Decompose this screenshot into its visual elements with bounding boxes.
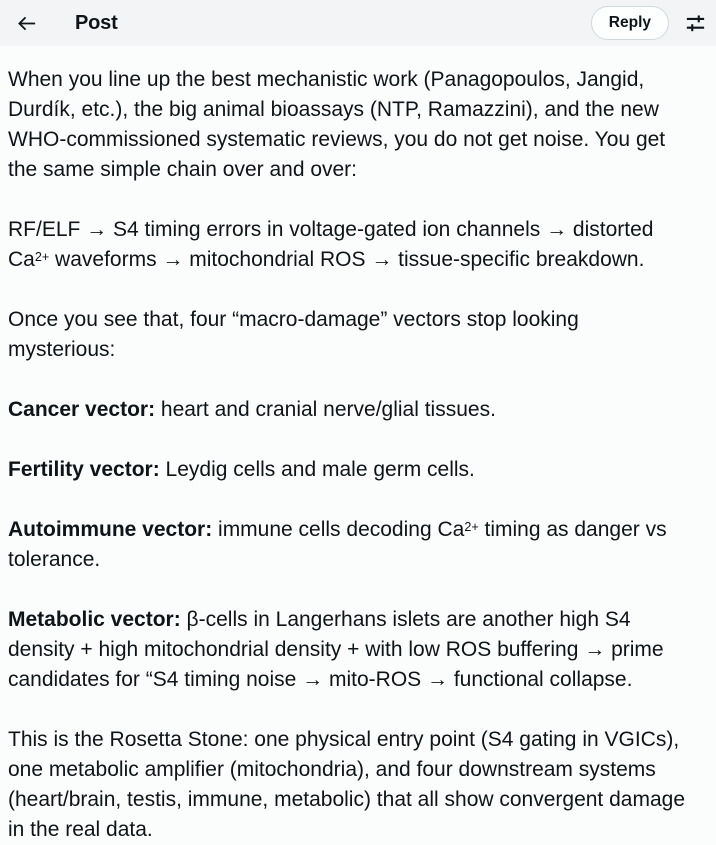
text-segment: timing as danger vs tolerance. bbox=[8, 518, 667, 571]
superscript: 2+ bbox=[34, 250, 50, 265]
arrow-left-icon bbox=[15, 12, 38, 35]
text-segment: β-cells in Langerhans islets are another high S4 density + high mitochondrial density + with low ROS buffering → prime candidates for “S4 timing noise → mito-ROS → functional collapse. bbox=[8, 608, 664, 691]
back-button[interactable] bbox=[13, 10, 39, 36]
post-paragraph bbox=[8, 215, 688, 275]
text-segment: heart and cranial nerve/glial tissues. bbox=[155, 398, 496, 421]
post-paragraph bbox=[8, 515, 688, 575]
text-segment: When you line up the best mechanistic work (Panagopoulos, Jangid, Durdík, etc.), the big animal bioassays (NTP, Ramazzini), and the new WHO-commissioned systematic reviews, you do not get noise. You get the same simple chain over and over: bbox=[8, 68, 666, 181]
text-segment: Leydig cells and male germ cells. bbox=[159, 458, 475, 481]
text-segment: RF/ELF → S4 timing errors in voltage-gated ion channels → distorted Ca bbox=[8, 218, 654, 271]
post-paragraph bbox=[8, 65, 688, 185]
post-paragraph bbox=[8, 725, 688, 845]
text-segment: Cancer vector: bbox=[8, 398, 156, 421]
post-paragraph bbox=[8, 455, 688, 485]
post-paragraph bbox=[8, 605, 688, 695]
superscript: 2+ bbox=[464, 520, 479, 535]
timeline-settings-button[interactable] bbox=[682, 10, 708, 36]
post-paragraph bbox=[8, 305, 688, 365]
post-body bbox=[0, 46, 716, 845]
text-segment: Metabolic vector: bbox=[8, 608, 181, 631]
sliders-icon bbox=[684, 12, 707, 35]
text-segment: This is the Rosetta Stone: one physical entry point (S4 gating in VGICs), one metabolic amplifier (mitochondria), and four downstream systems (heart/brain, testis, immune, metabolic) that all show convergent damage in the real data. bbox=[8, 728, 685, 841]
top-bar bbox=[0, 0, 716, 46]
text-segment: waveforms → mitochondrial ROS → tissue-specific breakdown. bbox=[49, 248, 645, 271]
text-segment: Fertility vector: bbox=[8, 458, 160, 481]
post-paragraph bbox=[8, 395, 688, 425]
text-segment: Once you see that, four “macro-damage” vectors stop looking mysterious: bbox=[8, 308, 579, 361]
text-segment: Autoimmune vector: bbox=[8, 518, 213, 541]
text-segment: immune cells decoding Ca bbox=[212, 518, 465, 541]
post-text bbox=[8, 65, 688, 845]
page-title: Post bbox=[75, 11, 118, 34]
reply-button[interactable]: Reply bbox=[591, 6, 669, 40]
